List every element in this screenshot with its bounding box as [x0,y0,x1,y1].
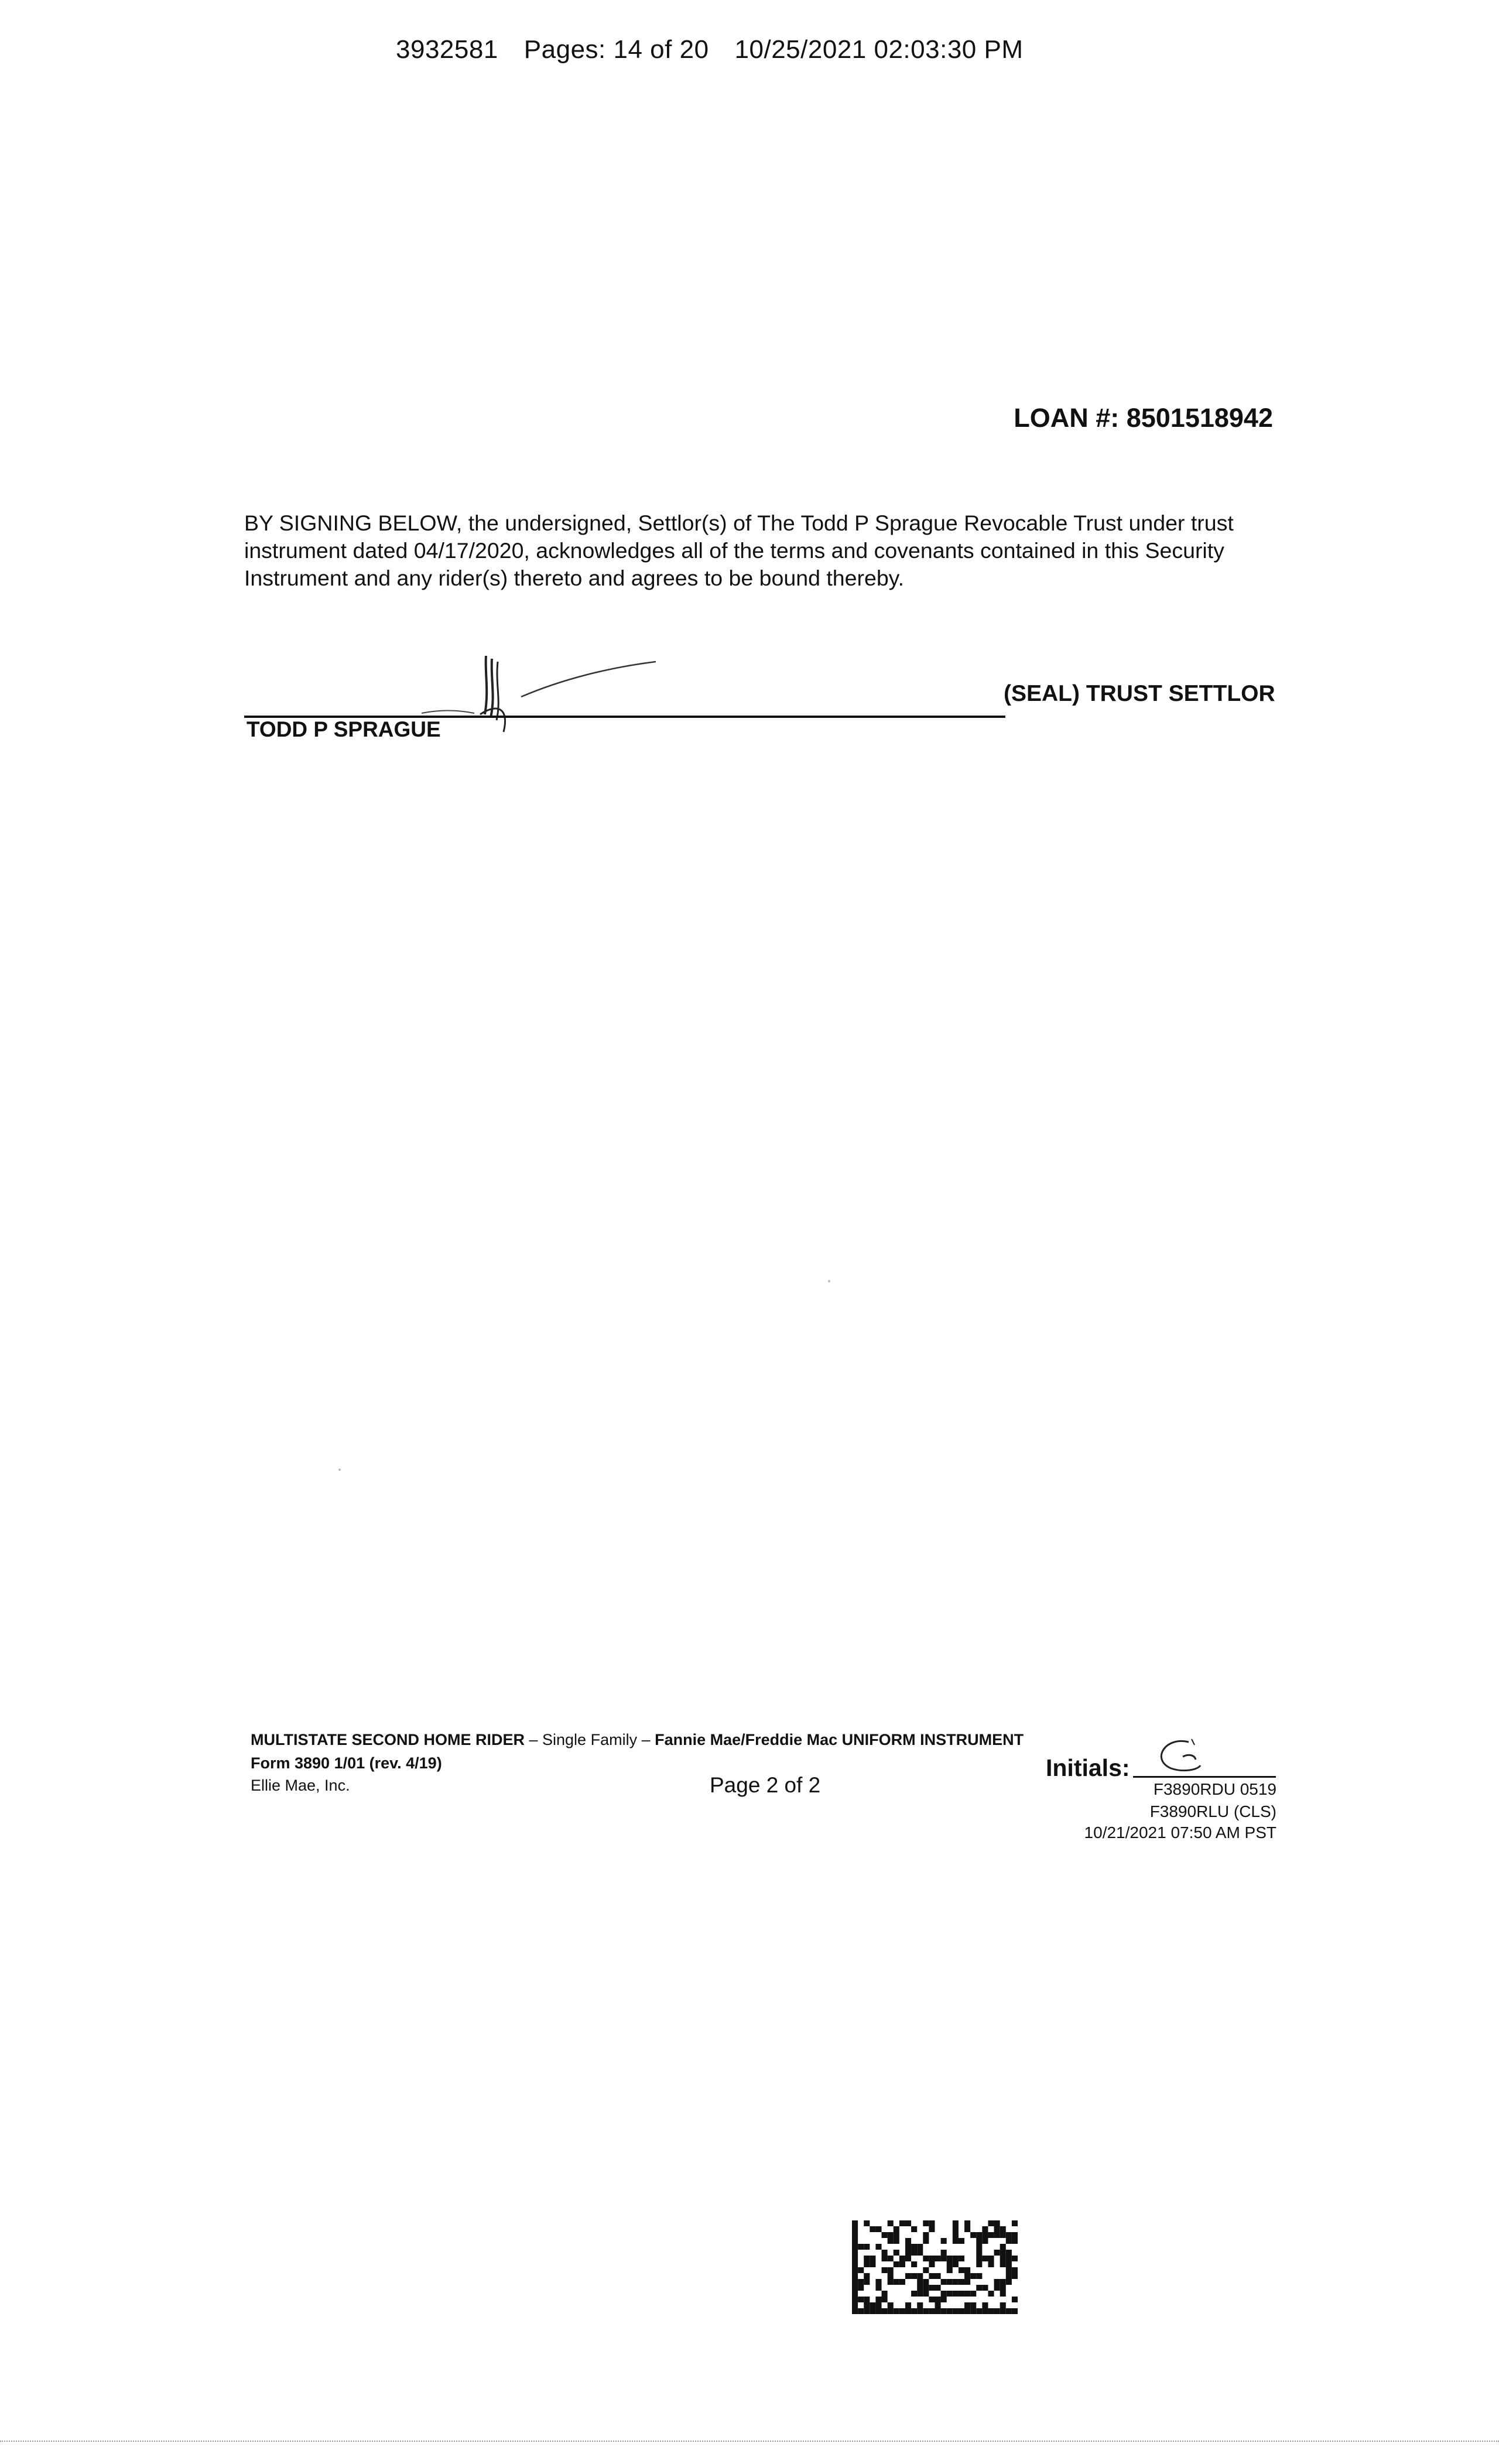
barcode-module [929,2220,935,2226]
barcode-module [852,2308,858,2314]
barcode-module [1012,2297,1018,2302]
barcode-module [917,2308,923,2314]
barcode-module [858,2308,864,2314]
barcode-module [970,2302,976,2308]
barcode-module [947,2267,953,2273]
barcode-module [899,2220,905,2226]
barcode-module [1000,2308,1006,2314]
barcode-module [935,2285,941,2291]
barcode-module [929,2261,935,2267]
barcode-module [994,2250,1000,2256]
barcode-module [888,2256,894,2261]
barcode-module [994,2308,1000,2314]
barcode-module [982,2256,988,2261]
barcode-module [1000,2261,1006,2267]
barcode-module [1006,2267,1012,2273]
barcode-module [1000,2244,1006,2250]
barcode-module [929,2285,935,2291]
barcode-module [959,2291,964,2297]
barcode-module [875,2302,881,2308]
barcode-module [941,2238,947,2244]
barcode-module [899,2261,905,2267]
barcode-module [888,2220,894,2226]
barcode-2d [852,2220,1018,2314]
barcode-module [852,2267,858,2273]
barcode-module [1012,2220,1018,2226]
barcode-module [964,2302,970,2308]
barcode-module [858,2297,864,2302]
barcode-module [959,2308,964,2314]
barcode-module [923,2285,929,2291]
barcode-module [905,2220,911,2226]
barcode-module [953,2220,959,2226]
barcode-module [888,2267,894,2273]
barcode-module [923,2256,929,2261]
barcode-module [941,2308,947,2314]
barcode-module [911,2261,917,2267]
barcode-module [964,2220,970,2226]
barcode-module [882,2308,888,2314]
rider-title-part: MULTISTATE SECOND HOME RIDER [251,1731,525,1748]
barcode-module [964,2267,970,2273]
scan-speck [828,1280,830,1282]
form-number: Form 3890 1/01 (rev. 4/19) [251,1754,442,1772]
barcode-module [1000,2250,1006,2256]
barcode-module [976,2261,982,2267]
barcode-module [994,2279,1000,2285]
barcode-module [953,2232,959,2238]
barcode-module [905,2244,911,2250]
form-code-cls: F3890RLU (CLS) [1149,1802,1276,1820]
barcode-module [994,2226,1000,2232]
barcode-module [894,2226,899,2232]
barcode-module [1006,2250,1012,2256]
barcode-module [1006,2273,1012,2279]
barcode-module [994,2285,1000,2291]
barcode-module [875,2244,881,2250]
barcode-module [923,2279,929,2285]
barcode-module [864,2297,870,2302]
barcode-module [852,2285,858,2291]
barcode-module [875,2226,881,2232]
print-timestamp: 10/21/2021 07:50 AM PST [1084,1823,1276,1842]
barcode-module [976,2244,982,2250]
barcode-module [976,2250,982,2256]
barcode-module [888,2308,894,2314]
barcode-module [953,2279,959,2285]
barcode-module [905,2273,911,2279]
barcode-module [947,2308,953,2314]
barcode-module [941,2250,947,2256]
barcode-module [982,2238,988,2244]
barcode-module [976,2256,982,2261]
barcode-module [947,2279,953,2285]
barcode-module [888,2238,894,2244]
recording-datetime: 10/25/2021 02:03:30 PM [734,35,1024,64]
barcode-module [882,2232,888,2238]
barcode-module [941,2291,947,2297]
barcode-module [858,2285,864,2291]
barcode-module [1000,2256,1006,2261]
barcode-module [959,2267,964,2273]
barcode-module [899,2279,905,2285]
barcode-module [947,2256,953,2261]
loan-number: LOAN #: 8501518942 [1014,403,1273,433]
barcode-module [964,2279,970,2285]
barcode-module [923,2308,929,2314]
barcode-module [864,2279,870,2285]
barcode-module [882,2291,888,2297]
barcode-module [917,2279,923,2285]
barcode-module [1012,2238,1018,2244]
barcode-module [894,2250,899,2256]
barcode-module [988,2256,994,2261]
barcode-module [941,2297,947,2302]
barcode-module [1006,2232,1012,2238]
barcode-module [852,2302,858,2308]
barcode-module [982,2308,988,2314]
barcode-module [911,2291,917,2297]
barcode-module [875,2308,881,2314]
barcode-module [905,2308,911,2314]
barcode-module [988,2220,994,2226]
barcode-module [852,2256,858,2261]
barcode-module [917,2291,923,2297]
barcode-module [1000,2285,1006,2291]
barcode-module [870,2261,875,2267]
barcode-module [894,2308,899,2314]
barcode-module [929,2297,935,2302]
barcode-module [1006,2261,1012,2267]
barcode-module [852,2279,858,2285]
barcode-module [917,2244,923,2250]
barcode-module [899,2308,905,2314]
recording-header [396,35,1023,64]
barcode-module [870,2256,875,2261]
barcode-module [994,2220,1000,2226]
barcode-module [882,2256,888,2261]
barcode-module [905,2302,911,2308]
barcode-module [870,2226,875,2232]
barcode-module [935,2297,941,2302]
barcode-module [917,2250,923,2256]
barcode-module [935,2308,941,2314]
vendor-name: Ellie Mae, Inc. [251,1777,350,1794]
page-count: Pages: 14 of 20 [523,35,709,64]
barcode-module [959,2238,964,2244]
handwritten-initials [1148,1736,1212,1777]
barcode-module [964,2226,970,2232]
barcode-module [875,2297,881,2302]
barcode-module [988,2232,994,2238]
barcode-module [982,2232,988,2238]
barcode-module [988,2291,994,2297]
barcode-module [1006,2256,1012,2261]
barcode-module [935,2256,941,2261]
barcode-module [982,2302,988,2308]
barcode-module [875,2285,881,2291]
barcode-module [911,2308,917,2314]
barcode-module [1012,2308,1018,2314]
barcode-module [852,2261,858,2267]
signer-name: TODD P SPRAGUE [247,717,441,741]
barcode-module [852,2297,858,2302]
barcode-module [888,2279,894,2285]
rider-title-separator: – Single Family – [525,1731,655,1748]
barcode-module [1000,2279,1006,2285]
barcode-module [953,2226,959,2232]
barcode-module [1006,2279,1012,2285]
barcode-module [923,2291,929,2297]
barcode-module [852,2220,858,2226]
barcode-module [852,2238,858,2244]
barcode-module [1012,2232,1018,2238]
barcode-module [976,2285,982,2291]
barcode-module [929,2256,935,2261]
barcode-module [852,2273,858,2279]
barcode-module [894,2279,899,2285]
barcode-module [888,2273,894,2279]
page-bottom-rule [0,2441,1499,2442]
barcode-module [982,2285,988,2291]
barcode-module [976,2273,982,2279]
barcode-module [864,2244,870,2250]
barcode-module [959,2279,964,2285]
barcode-module [982,2226,988,2232]
barcode-module [858,2279,864,2285]
barcode-module [1000,2226,1006,2232]
barcode-module [988,2308,994,2314]
barcode-module [1012,2273,1018,2279]
barcode-module [929,2273,935,2279]
barcode-module [1006,2238,1012,2244]
rider-title-instrument: Fannie Mae/Freddie Mac UNIFORM INSTRUMENT [655,1731,1024,1748]
rider-title [251,1731,1024,1749]
barcode-module [953,2238,959,2244]
barcode-module [864,2273,870,2279]
barcode-module [964,2308,970,2314]
barcode-module [929,2226,935,2232]
barcode-module [953,2256,959,2261]
barcode-module [976,2232,982,2238]
barcode-module [917,2273,923,2279]
scan-speck [338,1469,341,1471]
barcode-module [858,2267,864,2273]
barcode-module [852,2244,858,2250]
barcode-module [894,2238,899,2244]
barcode-module [947,2261,953,2267]
barcode-module [905,2250,911,2256]
barcode-module [899,2256,905,2261]
barcode-module [1006,2308,1012,2314]
barcode-module [911,2273,917,2279]
barcode-module [870,2302,875,2308]
seal-label: (SEAL) TRUST SETTLOR [1004,681,1275,706]
barcode-module [852,2226,858,2232]
barcode-module [882,2267,888,2273]
barcode-module [870,2308,875,2314]
barcode-module [917,2285,923,2291]
barcode-module [875,2279,881,2285]
barcode-module [929,2308,935,2314]
barcode-module [864,2220,870,2226]
barcode-module [1012,2256,1018,2261]
barcode-module [953,2308,959,2314]
barcode-module [882,2297,888,2302]
page-number: Page 2 of 2 [710,1773,821,1797]
barcode-module [905,2256,911,2261]
form-code: F3890RDU 0519 [1153,1780,1276,1798]
barcode-module [1000,2291,1006,2297]
barcode-module [953,2261,959,2267]
barcode-module [852,2250,858,2256]
settlor-acknowledgment: BY SIGNING BELOW, the undersigned, Settlor(s) of The Todd P Sprague Revocable Trust under trust instrument dated 04/17/2020, acknowledges all of the terms and covenants contained in this Security Instrument and any rider(s) thereto and agrees to be bound thereby. [244,511,1234,590]
barcode-module [911,2226,917,2232]
barcode-module [1000,2302,1006,2308]
barcode-module [947,2291,953,2297]
barcode-module [923,2267,929,2273]
barcode-module [888,2232,894,2238]
barcode-module [894,2261,899,2267]
initials-label: Initials: [1046,1754,1130,1781]
barcode-module [864,2308,870,2314]
barcode-module [953,2291,959,2297]
barcode-module [964,2291,970,2297]
barcode-module [935,2273,941,2279]
document-number: 3932581 [396,35,498,64]
barcode-module [858,2244,864,2250]
barcode-module [911,2244,917,2250]
barcode-module [923,2232,929,2238]
barcode-module [941,2256,947,2261]
barcode-module [864,2261,870,2267]
barcode-module [976,2308,982,2314]
barcode-module [941,2279,947,2285]
barcode-module [970,2273,976,2279]
barcode-module [1012,2267,1018,2273]
barcode-module [935,2302,941,2308]
barcode-module [852,2232,858,2238]
barcode-module [988,2261,994,2267]
barcode-module [1000,2232,1006,2238]
barcode-module [923,2220,929,2226]
barcode-module [882,2250,888,2256]
barcode-module [964,2273,970,2279]
barcode-module [959,2256,964,2261]
barcode-module [905,2238,911,2244]
barcode-module [911,2250,917,2256]
barcode-module [917,2302,923,2308]
barcode-module [864,2256,870,2261]
barcode-module [970,2232,976,2238]
handwritten-signature [410,644,679,738]
barcode-module [970,2291,976,2297]
barcode-module [894,2232,899,2238]
barcode-module [864,2302,870,2308]
barcode-module [923,2238,929,2244]
barcode-module [970,2308,976,2314]
barcode-module [888,2302,894,2308]
barcode-module [994,2232,1000,2238]
barcode-module [852,2291,858,2297]
barcode-module [976,2238,982,2244]
